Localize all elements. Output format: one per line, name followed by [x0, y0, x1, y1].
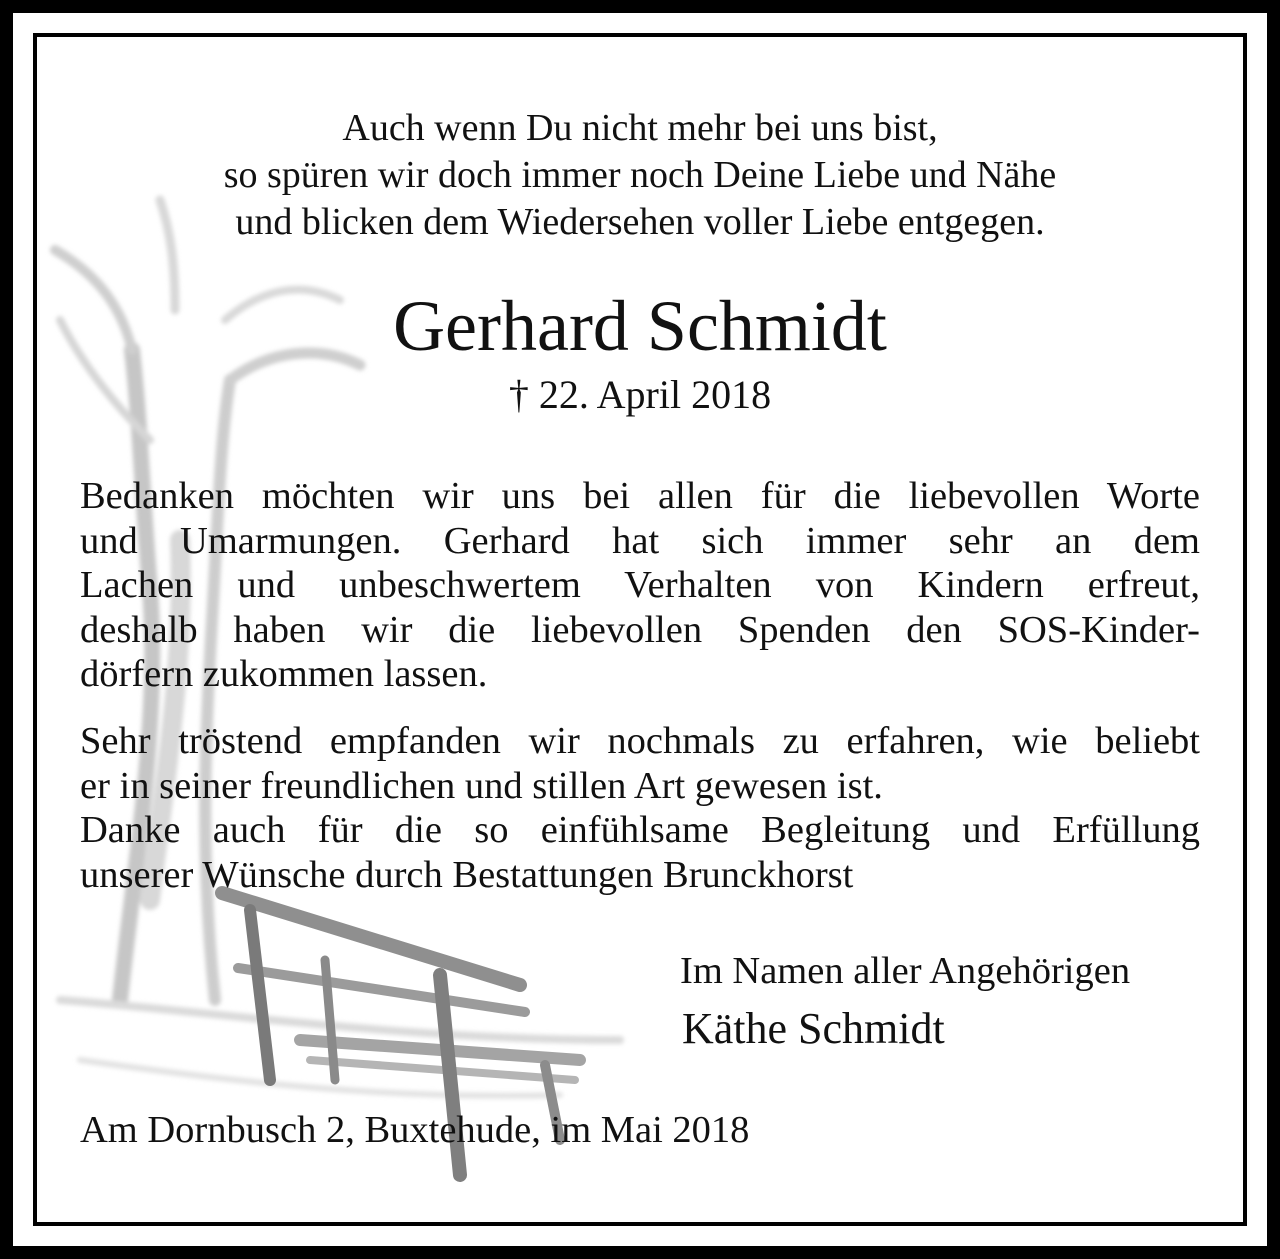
paragraph-line: deshalb haben wir die liebevollen Spenden den SOS-Kinder- — [80, 608, 1200, 651]
paragraph-line: Bedanken möchten wir uns bei allen für die liebevollen Worte — [80, 475, 1200, 517]
motto-line: Auch wenn Du nicht mehr bei uns bist, — [342, 107, 938, 149]
death-date: † 22. April 2018 — [508, 372, 772, 417]
thanks-paragraph-1 — [80, 474, 1200, 697]
paragraph-line: dörfern zukommen lassen. — [80, 653, 488, 695]
paragraph-line: und Umarmungen. Gerhard hat sich immer sehr an dem — [80, 519, 1200, 562]
signature-name: Käthe Schmidt — [682, 1004, 945, 1053]
deceased-name: Gerhard Schmidt — [393, 286, 887, 366]
motto-line: so spüren wir doch immer noch Deine Liebe und Nähe — [223, 154, 1057, 196]
place-and-date: Am Dornbusch 2, Buxtehude, im Mai 2018 — [80, 1109, 750, 1151]
thanks-paragraph-2 — [80, 719, 1200, 897]
signature-intro: Im Namen aller Angehörigen — [680, 950, 1131, 992]
paragraph-line: unserer Wünsche durch Bestattungen Brunckhorst — [80, 853, 854, 896]
paragraph-line: Sehr tröstend empfanden wir nochmals zu erfahren, wie beliebt — [80, 720, 1200, 762]
paragraph-line: Danke auch für die so einfühlsame Begleitung und Erfüllung — [80, 809, 1200, 851]
paragraph-line: er in seiner freundlichen und stillen Art gewesen ist. — [80, 764, 883, 807]
motto-line: und blicken dem Wiedersehen voller Liebe entgegen. — [235, 201, 1045, 243]
motto-verse — [100, 105, 1180, 246]
paragraph-line: Lachen und unbeschwertem Verhalten von Kindern erfreut, — [80, 564, 1200, 606]
